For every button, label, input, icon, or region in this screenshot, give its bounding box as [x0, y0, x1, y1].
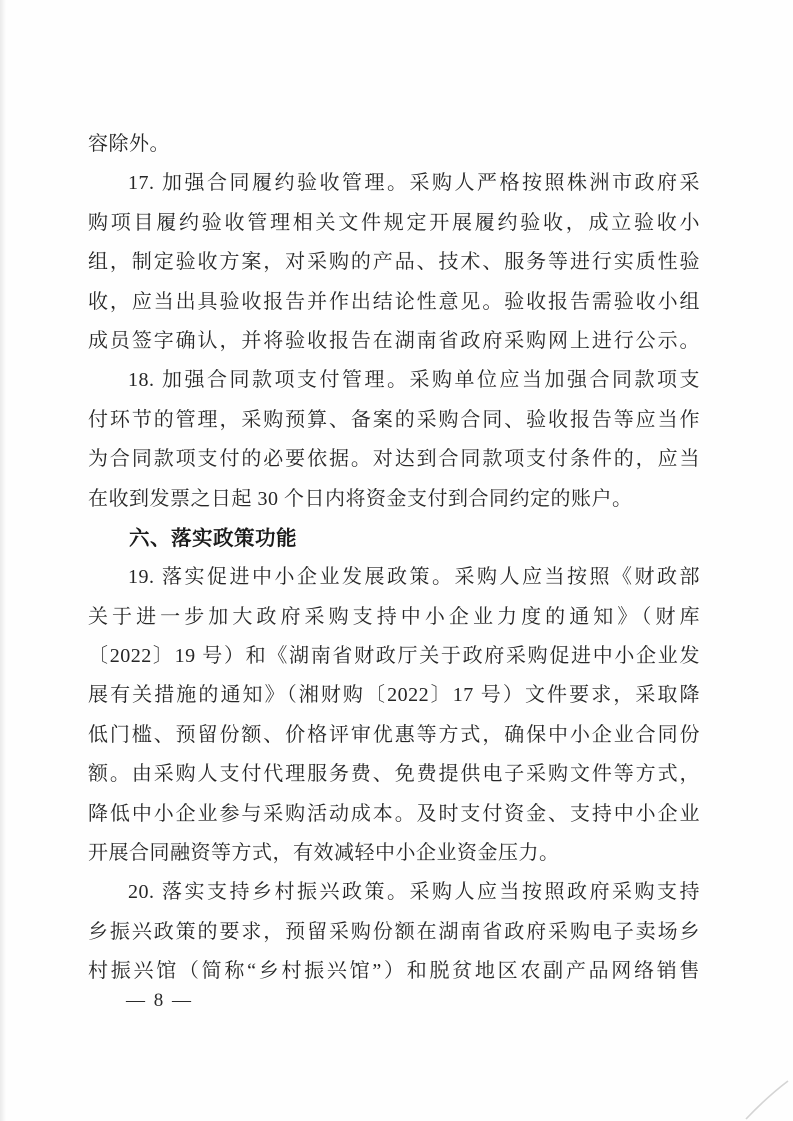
paragraph-line: 20. 落实支持乡村振兴政策。采购人应当按照政府采购支持 — [128, 881, 700, 904]
paragraph-line: 购项目履约验收管理相关文件规定开展履约验收，成立验收小 — [88, 211, 700, 234]
paragraph-line: 开展合同融资等方式，有效减轻中小企业资金压力。 — [88, 842, 560, 865]
scan-crease-mark — [733, 1061, 793, 1121]
paragraph-line: 在收到发票之日起 30 个日内将资金支付到合同约定的账户。 — [88, 487, 633, 510]
document-body — [88, 125, 700, 992]
paragraph-line: 低门槛、预留份额、价格评审优惠等方式，确保中小企业合同份 — [88, 723, 700, 746]
paragraph-line: 额。由采购人支付代理服务费、免费提供电子采购文件等方式， — [88, 763, 700, 786]
paragraph-line: 乡振兴政策的要求，预留采购份额在湖南省政府采购电子卖场乡 — [88, 920, 700, 943]
paragraph-line: 关于进一步加大政府采购支持中小企业力度的通知》（财库 — [88, 605, 700, 628]
scan-edge-shadow — [0, 0, 6, 1121]
paragraph-line: 降低中小企业参与采购活动成本。及时支付资金、支持中小企业 — [88, 802, 700, 825]
paragraph-line: 18. 加强合同款项支付管理。采购单位应当加强合同款项支 — [128, 369, 700, 392]
paragraph-line: 19. 落实促进中小企业发展政策。采购人应当按照《财政部 — [128, 566, 700, 589]
page-number: — 8 — — [126, 990, 193, 1011]
paragraph-line: 村振兴馆（简称“乡村振兴馆”）和脱贫地区农副产品网络销售 — [88, 960, 700, 983]
paragraph-line: 〔2022〕19 号）和《湖南省财政厅关于政府采购促进中小企业发 — [88, 645, 700, 668]
paragraph-line: 组，制定验收方案，对采购的产品、技术、服务等进行实质性验 — [88, 251, 700, 274]
paragraph-line: 容除外。 — [88, 133, 170, 155]
paragraph-line: 收，应当出具验收报告并作出结论性意见。验收报告需验收小组 — [88, 290, 700, 313]
paragraph-line: 为合同款项支付的必要依据。对达到合同款项支付条件的，应当 — [88, 448, 700, 471]
paragraph-line: 成员签字确认，并将验收报告在湖南省政府采购网上进行公示。 — [88, 329, 700, 352]
section-heading: 六、落实政策功能 — [129, 526, 297, 550]
paragraph-line: 17. 加强合同履约验收管理。采购人严格按照株洲市政府采 — [128, 172, 700, 195]
paragraph-line: 展有关措施的通知》（湘财购〔2022〕17 号）文件要求，采取降 — [88, 684, 700, 707]
paragraph-line: 付环节的管理，采购预算、备案的采购合同、验收报告等应当作 — [88, 408, 700, 431]
